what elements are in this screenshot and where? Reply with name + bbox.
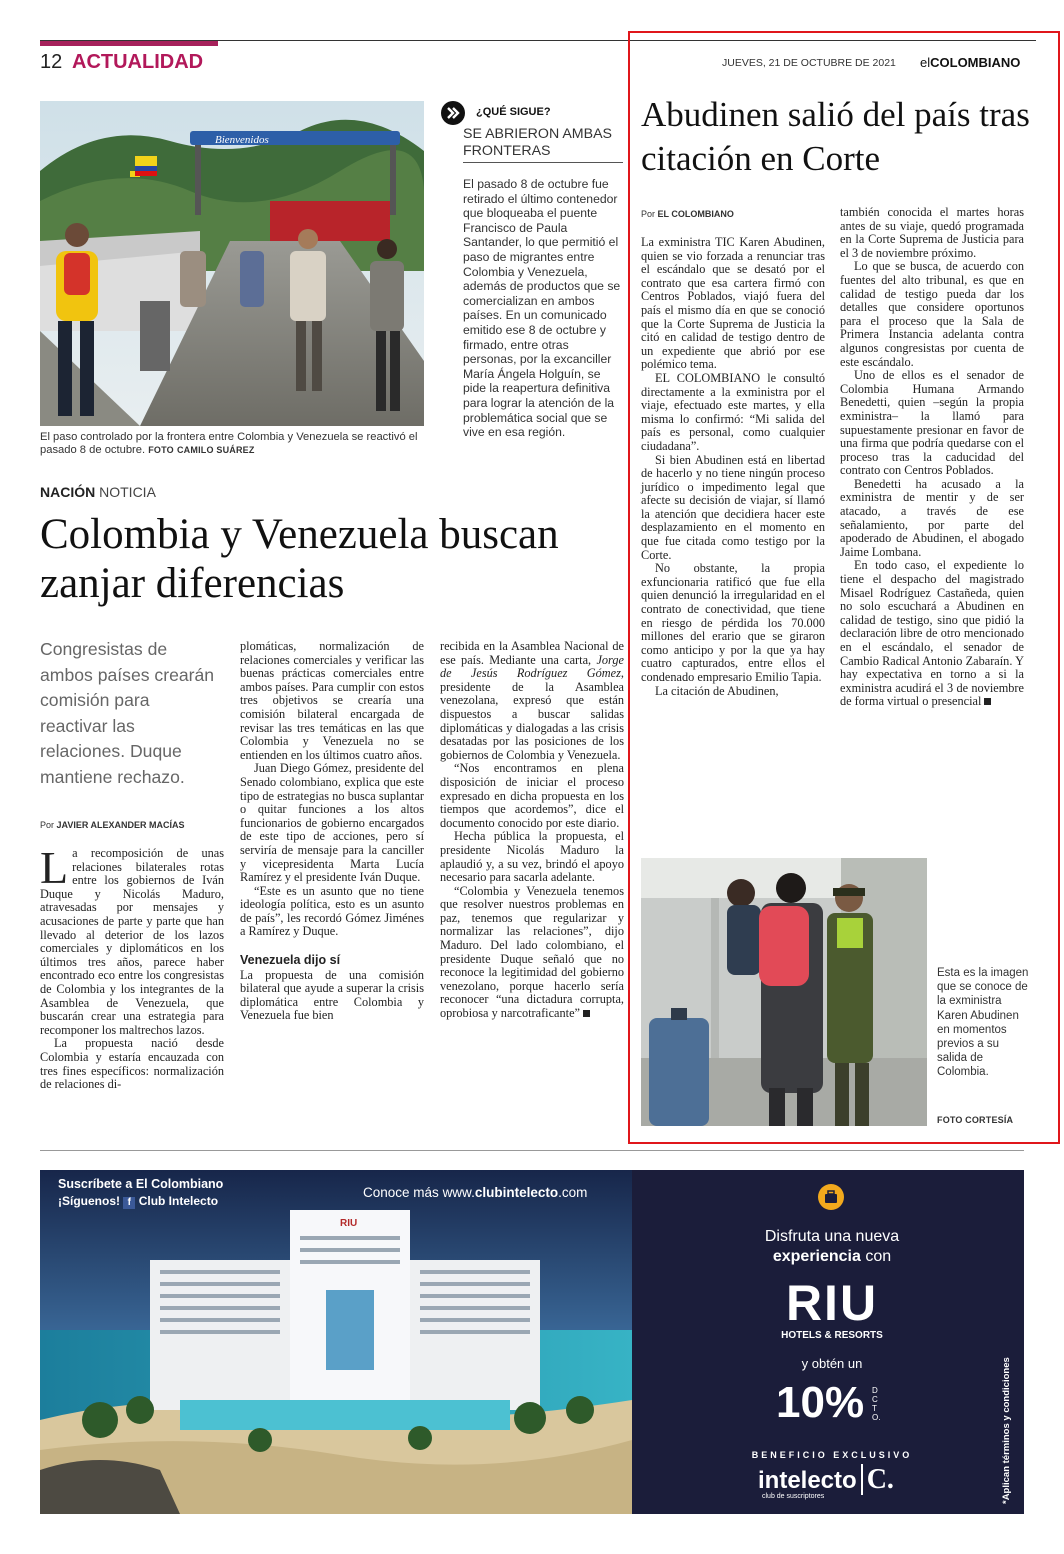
photo2-caption: Esta es la imagen que se conoce de la exministra Karen Abudinen en momentos previos a su salida de Colombia.: [937, 967, 1029, 1079]
logo-prefix: el: [920, 55, 931, 70]
main-col2-p2: Juan Diego Gómez, presidente del Senado colombiano, explica que este tipo de estrategias no busca suplantar o quitar funciones a los altos funcionarios de gobierno encargados de este tipo de acciones, pero sí serviría de mensaje para la canciller y vicepresidenta Marta Lucía Ramírez y el presidente Iván Duque.: [240, 761, 424, 885]
facebook-icon[interactable]: f: [123, 1197, 135, 1209]
ad-enjoy-line1: Disfruta una nueva: [764, 1228, 900, 1245]
border-crossing-illustration: [40, 101, 424, 426]
col3-italic: Jorge de Jesús Rodríguez Gómez: [440, 652, 624, 681]
right-col-1: [641, 236, 825, 698]
section-bold: NACIÓN: [40, 484, 96, 500]
sidebar-title: SE ABRIERON AMBAS FRONTERAS: [463, 126, 623, 163]
abudinen-photo: [641, 858, 927, 1126]
ad-divider: [40, 1150, 1024, 1151]
byline-prefix: Por: [40, 820, 55, 830]
double-chevron-glyph: [441, 101, 465, 125]
section-title: ACTUALIDAD: [72, 51, 204, 73]
main-col2-p3: “Este es un asunto que no tiene ideología política, esto es un asunto de país”, les recordó Gómez Jiménes a Ramírez y Duque.: [240, 883, 424, 939]
main-col3-p2: “Nos encontramos en plena disposición de iniciar el proceso expresado en dicha propuesta en los tiempos que acordemos”, dice el documento conocido por este diario.: [440, 761, 624, 830]
right-col1-p1: La exministra TIC Karen Abudinen, quien se vio forzada a renunciar tras el escándalo que se desató por el contrato que esa cartera firmó con Centros Poblados, viajó fuera del país el mismo día en que se conoció que la Corte Suprema de Justicia la citó en calidad de testigo dentro de un expediente que abrió por ese polémico tema.: [641, 235, 825, 372]
right-col1-p3: Si bien Abudinen está en libertad de hacerlo y no tiene ningún proceso jurídico o impedimento legal que afecte su decisión de viajar, sí llamó la atención que decidiera hacer este desplazamiento en el momento en que fue citada como testigo por la Corte.: [641, 452, 825, 562]
right-col2-p2: Lo que se busca, de acuerdo con fuentes del alto tribunal, es que en calidad de testigo pueda dar los detalles que considere oportunos para el proceso que la Sala de Primera Instancia adelanta contra algunos congresistas por cuenta de este escándalo.: [840, 259, 1024, 369]
main-col3-p3: Hecha pública la propuesta, el presidente Nicolás Maduro la aplaudió y, a su vez, brindó el apoyo necesario para sacarla adelante.: [440, 829, 624, 885]
ad-discount: 10%: [776, 1378, 865, 1427]
photo2-credit-label: FOTO: [937, 1115, 963, 1125]
right-col2-p4: Benedetti ha acusado a la exministra de mentir y de ser atacado, a través de ese señalamiento, por parte del apoderado de Abudinen, el abogado Jaime Lombana.: [840, 476, 1024, 559]
ad-dcto: DCTO.: [872, 1386, 881, 1422]
welcome-sign: Bienvenidos: [215, 134, 269, 146]
enjoy-bold: experiencia: [772, 1248, 861, 1265]
right-byline: [641, 209, 734, 219]
right-end-mark: [984, 698, 991, 705]
right-col2-p5-text: En todo caso, el expediente lo tiene el despacho del magistrado Misael Rodríguez Castañeda, quien no solo escuchará a Abudinen en calidad de testigo, sino que pidió la declaración libre de otro mencionado en el escándalo, el senador de Cambio Radical Antonio Zabaraín. Y hay expectativa en torno a si la exministra acudirá el 3 de noviembre de forma virtual o presencial: [840, 558, 1024, 709]
photo1-caption: [40, 431, 424, 458]
photo1-credit-label: FOTO: [148, 445, 174, 456]
logo-name: COLOMBIANO: [930, 55, 1021, 70]
intelecto-word: intelecto: [758, 1467, 857, 1494]
sidebar-kicker: ¿QUÉ SIGUE?: [476, 106, 551, 118]
ad-riu-sub: HOTELS & RESORTS: [781, 1330, 883, 1341]
photo2-credit: [937, 1114, 1013, 1127]
hotel-sign: RIU: [340, 1218, 358, 1229]
suitcase-icon: [818, 1184, 844, 1210]
ad-intelecto-logo: [758, 1464, 894, 1496]
main-byline: [40, 820, 185, 830]
section-light: NOTICIA: [99, 484, 156, 500]
ad-terms: *Aplican términos y condiciones: [1001, 1357, 1012, 1504]
more-prefix: Conoce más: [363, 1185, 439, 1200]
col3-rest-last: “Colombia y Venezuela tenemos que resolver nuestros problemas en paz, tenemos que regularizar y normalizar las relaciones”, dijo Maduro. Del lado colombiano, el presidente Duque señaló que no reconoce la legitimidad del gobierno venezolano, porque hacerlo sería reconocer “una dictadura corrupta, oprobiosa y narcotraficante”: [440, 883, 624, 1021]
photo1-caption-text: El paso controlado por la frontera entre Colombia y Venezuela se reactivó el pasado 8 de octubre.: [40, 431, 418, 457]
ad-obtain: y obtén un: [801, 1356, 863, 1371]
chevron-icon: [441, 101, 465, 125]
right-col1-p4: No obstante, la propia exfuncionaria ratificó que fue ella quien denunció la irregularidad en el contrato de conectividad, que tiene en riesgo de pérdida los 70.000 millones del erario que se giraron como anticipo y por la que ya hay cuatro capturados, entre ellos el condenado empresario Emilio Tapia.: [641, 561, 825, 684]
main-section-label: [40, 484, 156, 500]
right-col1-p5: La citación de Abudinen,: [655, 683, 779, 698]
border-crossing-photo: [40, 101, 424, 426]
ad-intelecto-sub: club de suscriptores: [762, 1493, 825, 1500]
follow-label: ¡Síguenos!: [58, 1194, 120, 1208]
main-col1-p2: La propuesta nació desde Colombia y estaría encauzada con tres fines específicos: normalización de relaciones di-: [40, 1036, 224, 1092]
right-byline-prefix: Por: [641, 209, 656, 219]
end-mark: [583, 1010, 590, 1017]
right-col2-p5: [840, 559, 1024, 709]
right-col-2: [840, 206, 1024, 709]
drop-cap: L: [40, 842, 69, 893]
ad-follow-line[interactable]: [58, 1194, 218, 1209]
right-col2-p1: también conocida el martes horas antes de su viaje, quedó programada en la Corte Suprema de Justicia para el 3 de noviembre próximo.: [840, 205, 1024, 260]
ad-enjoy-line2: [700, 1248, 964, 1266]
url-b: clubintelecto: [474, 1185, 559, 1200]
hotel-illustration: [40, 1170, 632, 1514]
main-col1-p1: a recomposición de unas relaciones bilaterales rotas entre los gobiernos de Iván Duque y Nicolás Maduro, atravesadas por mensajes y acusaciones de parte y parte que han llevado al deterior de los lazos comerciales y diplomáticos en los últimos tres años, parece haber encontrado eco entre los congresistas de Colombia y los integrantes de la Asamblea de Venezuela, que buscarán crear una estrategia para recomponer los maltrechos lazos.: [40, 846, 224, 1037]
ad-riu-logo: RIU: [785, 1275, 879, 1331]
main-col3-p4: [440, 885, 624, 1021]
main-col2-after: La propuesta de una comisión bilateral que ayude a superar la crisis diplomática entre Colombia y Venezuela fue bien: [240, 967, 424, 1023]
main-subhead: Venezuela dijo sí: [240, 953, 341, 968]
main-col-3: [440, 640, 624, 1021]
main-col3-p1: [440, 640, 624, 762]
page-number: 12: [40, 51, 63, 73]
right-headline: Abudinen salió del país tras citación en Corte: [641, 95, 1030, 178]
club-name: Club Intelecto: [138, 1194, 219, 1208]
right-col2-p3: Uno de ellos es el senador de Colombia Humana Armando Benedetti, quien –según la propia exministra– la llamó para supuestamente presionar en favor de una firma que podría quedarse con el proceso tras la caducidad del contrato con Centros Poblados.: [840, 368, 1024, 478]
airport-illustration: [641, 858, 927, 1126]
ad-subscribe-line: Suscríbete a El Colombiano: [58, 1177, 224, 1191]
photo1-credit-name: CAMILO SUÁREZ: [176, 445, 255, 456]
main-lede: Congresistas de ambos países crearán comisión para reactivar las relaciones. Duque mantiene rechazo.: [40, 639, 215, 787]
suitcase-glyph: [818, 1184, 844, 1210]
ad-hotel-image: [40, 1170, 632, 1514]
right-col1-p2: EL COLOMBIANO le consultó directamente a la exministra por el viaje, efectuado este martes, y ella misma lo confirmó: “Mi salida del país es personal, como cualquier ciudadana”.: [641, 370, 825, 453]
main-col-1: [40, 842, 224, 1092]
sidebar-body: El pasado 8 de octubre fue retirado el último contenedor que bloqueaba el puente Francisco de Paula Santander, lo que permitió el paso de migrantes entre Colombia y Venezuela, además de productos que se comercializan en ambos países. En un comunicado emitido ese 8 de octubre y firmado, entre otras personas, por la excanciller María Ángela Holguín, se pide la reapertura definitiva para lograr la atención de la problemática social que se vive en esa región.: [463, 177, 621, 440]
url-a: www.: [442, 1185, 475, 1200]
right-byline-name: EL COLOMBIANO: [657, 209, 734, 219]
ad-benefit: BENEFICIO EXCLUSIVO: [751, 1450, 913, 1460]
ad-more-link[interactable]: [363, 1185, 587, 1200]
col3-b: , presidente de la Asamblea venezolana, expresó que están dispuestos a buscar salidas diplomáticas y dialogadas a las crisis desatadas por las posiciones de los gobiernos de Colombia y Venezuela.: [440, 666, 624, 762]
header-top-bar: [40, 41, 218, 46]
page-date: JUEVES, 21 DE OCTUBRE DE 2021: [722, 57, 896, 69]
enjoy-tail: con: [865, 1248, 892, 1265]
main-headline: Colombia y Venezuela buscan zanjar diferencias: [40, 511, 559, 607]
col3-a: recibida en la Asamblea Nacional de ese país. Mediante una carta,: [440, 639, 624, 667]
main-col2-p1: plomáticas, normalización de relaciones comerciales y verificar las buenas prácticas comerciales entre ambos países. Para cumplir con estos tres objetivos se crearía una comisión bilateral encargada de revisar las tres temáticas en las que Colombia y Venezuela no se entienden en los últimos cuatro años.: [240, 639, 424, 762]
url-c: .com: [558, 1185, 588, 1200]
byline-name: JAVIER ALEXANDER MACÍAS: [56, 820, 185, 830]
colombiano-c-icon: C.: [861, 1464, 894, 1495]
photo2-credit-name: CORTESÍA: [965, 1115, 1014, 1125]
main-col-2: [240, 640, 424, 1023]
